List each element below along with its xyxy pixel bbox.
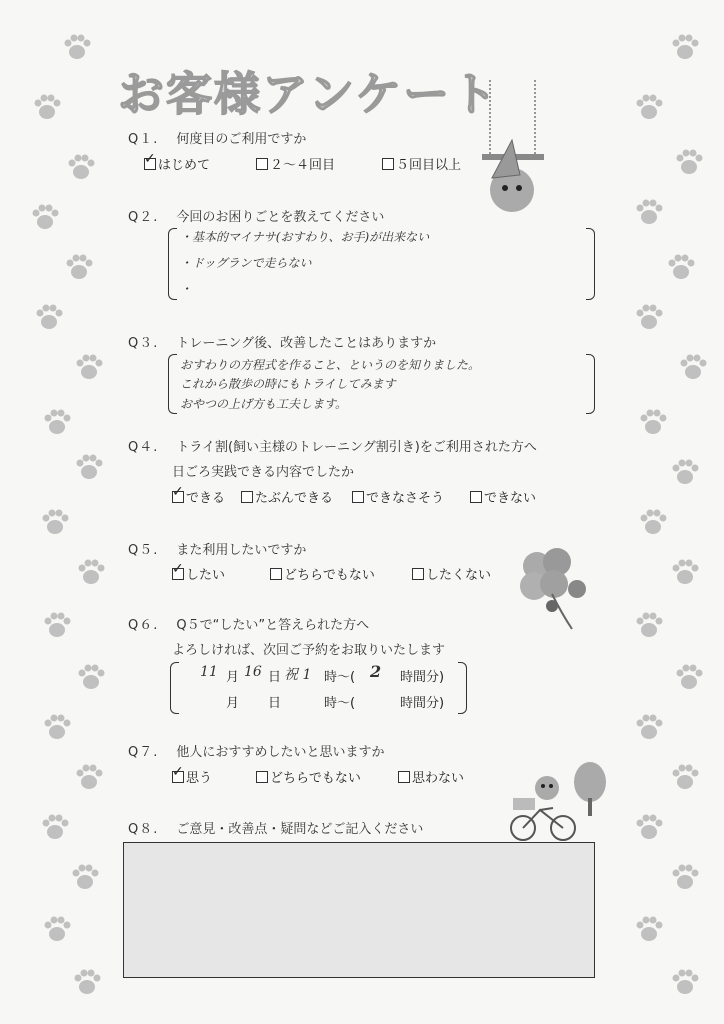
paw-icon bbox=[72, 450, 106, 484]
reservation-hours-value[interactable]: 2 bbox=[370, 662, 382, 681]
paw-icon bbox=[676, 350, 710, 384]
q1-option-5plus[interactable]: ５回目以上 bbox=[382, 154, 461, 173]
q1-option-first[interactable]: ✓はじめて bbox=[144, 154, 210, 173]
paw-icon bbox=[70, 965, 104, 999]
checkbox[interactable] bbox=[382, 158, 394, 170]
checkbox-checked[interactable] bbox=[172, 491, 184, 503]
q4-option-unlikely[interactable]: できなさそう bbox=[352, 487, 444, 506]
q2-answer-3: ・ bbox=[180, 282, 193, 296]
day-label: 日 bbox=[268, 696, 282, 711]
q2-answer-2: ・ドッグランで走らない bbox=[180, 256, 312, 270]
paw-icon bbox=[668, 760, 702, 794]
reservation-month-value[interactable]: 11 bbox=[200, 664, 218, 680]
q5-question: Q５. また利用したいですか bbox=[128, 543, 307, 558]
checkbox[interactable] bbox=[352, 491, 364, 503]
q5-option-neither[interactable]: どちらでもない bbox=[270, 564, 375, 583]
paw-icon bbox=[72, 350, 106, 384]
q1-question: Q１. 何度目のご利用ですか bbox=[128, 132, 307, 147]
paw-icon bbox=[668, 965, 702, 999]
paw-icon bbox=[40, 405, 74, 439]
paw-icon bbox=[632, 710, 666, 744]
tree-icon bbox=[570, 760, 610, 824]
checkbox-checked[interactable] bbox=[172, 568, 184, 580]
q7-option-neither[interactable]: どちらでもない bbox=[256, 767, 361, 786]
paw-icon bbox=[636, 405, 670, 439]
paw-icon bbox=[28, 200, 62, 234]
paw-icon bbox=[74, 660, 108, 694]
q6-question: Q６. Q５で“したい”と答えられた方へ bbox=[128, 618, 370, 633]
paw-icon bbox=[668, 455, 702, 489]
time-label: 時～( bbox=[324, 696, 356, 711]
paw-icon bbox=[632, 90, 666, 124]
paw-icon bbox=[668, 30, 702, 64]
checkbox-checked[interactable] bbox=[172, 771, 184, 783]
q4-option-probably[interactable]: たぶんできる bbox=[241, 487, 333, 506]
answer-bracket-right bbox=[586, 228, 595, 300]
paw-icon bbox=[60, 30, 94, 64]
paw-icon bbox=[74, 555, 108, 589]
time-label: 時～( bbox=[324, 670, 356, 685]
paw-icon bbox=[632, 912, 666, 946]
paw-icon bbox=[72, 760, 106, 794]
reservation-bracket-right bbox=[458, 662, 467, 714]
q4-option-can[interactable]: ✓できる bbox=[172, 487, 225, 506]
paw-icon bbox=[38, 810, 72, 844]
q5-option-yes[interactable]: ✓したい bbox=[172, 564, 225, 583]
paw-icon bbox=[40, 608, 74, 642]
q3-answer-3: おやつの上げ方も工夫します。 bbox=[180, 397, 348, 411]
answer-bracket-left bbox=[168, 354, 177, 414]
paw-icon bbox=[30, 90, 64, 124]
q4-question: Q４. トライ割(飼い主様のトレーニング割引き)をご利用された方へ bbox=[128, 440, 537, 455]
reservation-day-value[interactable]: 16 bbox=[244, 664, 262, 680]
paw-icon bbox=[40, 710, 74, 744]
q4-subtext: 日ごろ実践できる内容でしたか bbox=[172, 465, 355, 480]
checkbox-checked[interactable] bbox=[144, 158, 156, 170]
q3-question: Q３. トレーニング後、改善したことはありますか bbox=[128, 336, 437, 351]
q3-answer-2: これから散歩の時にもトライしてみます bbox=[180, 377, 396, 391]
reservation-bracket-left bbox=[170, 662, 179, 714]
paw-icon bbox=[632, 195, 666, 229]
q1-option-2-4[interactable]: ２～４回目 bbox=[256, 154, 335, 173]
q7-question: Q７. 他人におすすめしたいと思いますか bbox=[128, 745, 385, 760]
hours-label: 時間分) bbox=[400, 670, 445, 685]
q8-question: Q８. ご意見・改善点・疑問などご記入ください bbox=[128, 822, 424, 837]
paw-icon bbox=[64, 150, 98, 184]
checkbox[interactable] bbox=[412, 568, 424, 580]
reservation-time-value[interactable]: 祝 1 bbox=[284, 667, 312, 683]
answer-bracket-left bbox=[168, 228, 177, 300]
paw-icon bbox=[38, 505, 72, 539]
paw-icon bbox=[632, 300, 666, 334]
q6-subtext: よろしければ、次回ご予約をお取りいたします bbox=[172, 643, 446, 658]
dog-on-swing-icon bbox=[470, 80, 560, 224]
q2-answer-1: ・基本的マイナサ(おすわり、お手)が出来ない bbox=[180, 230, 430, 244]
paw-icon bbox=[632, 810, 666, 844]
paw-icon bbox=[668, 555, 702, 589]
q4-option-cannot[interactable]: できない bbox=[470, 487, 536, 506]
survey-title: お客様アンケート bbox=[118, 67, 500, 121]
comments-textarea[interactable] bbox=[123, 842, 595, 978]
clover-icon bbox=[512, 544, 602, 638]
paw-icon bbox=[672, 660, 706, 694]
checkbox[interactable] bbox=[256, 771, 268, 783]
paw-icon bbox=[672, 145, 706, 179]
checkbox[interactable] bbox=[470, 491, 482, 503]
q7-option-no[interactable]: 思わない bbox=[398, 767, 464, 786]
checkbox[interactable] bbox=[241, 491, 253, 503]
q3-answer-1: おすわりの方程式を作ること、というのを知りました。 bbox=[180, 358, 481, 372]
paw-icon bbox=[32, 300, 66, 334]
month-label: 月 bbox=[226, 670, 240, 685]
q2-question: Q２. 今回のお困りごとを教えてください bbox=[128, 210, 385, 225]
checkbox[interactable] bbox=[398, 771, 410, 783]
answer-bracket-right bbox=[586, 354, 595, 414]
paw-icon bbox=[40, 912, 74, 946]
paw-icon bbox=[632, 608, 666, 642]
q5-option-no[interactable]: したくない bbox=[412, 564, 491, 583]
q7-option-yes[interactable]: ✓思う bbox=[172, 767, 212, 786]
month-label: 月 bbox=[226, 696, 240, 711]
checkbox[interactable] bbox=[256, 158, 268, 170]
paw-icon bbox=[636, 505, 670, 539]
paw-icon bbox=[62, 250, 96, 284]
day-label: 日 bbox=[268, 670, 282, 685]
hours-label: 時間分) bbox=[400, 696, 445, 711]
paw-icon bbox=[668, 860, 702, 894]
paw-icon bbox=[664, 250, 698, 284]
paw-icon bbox=[68, 860, 102, 894]
checkbox[interactable] bbox=[270, 568, 282, 580]
